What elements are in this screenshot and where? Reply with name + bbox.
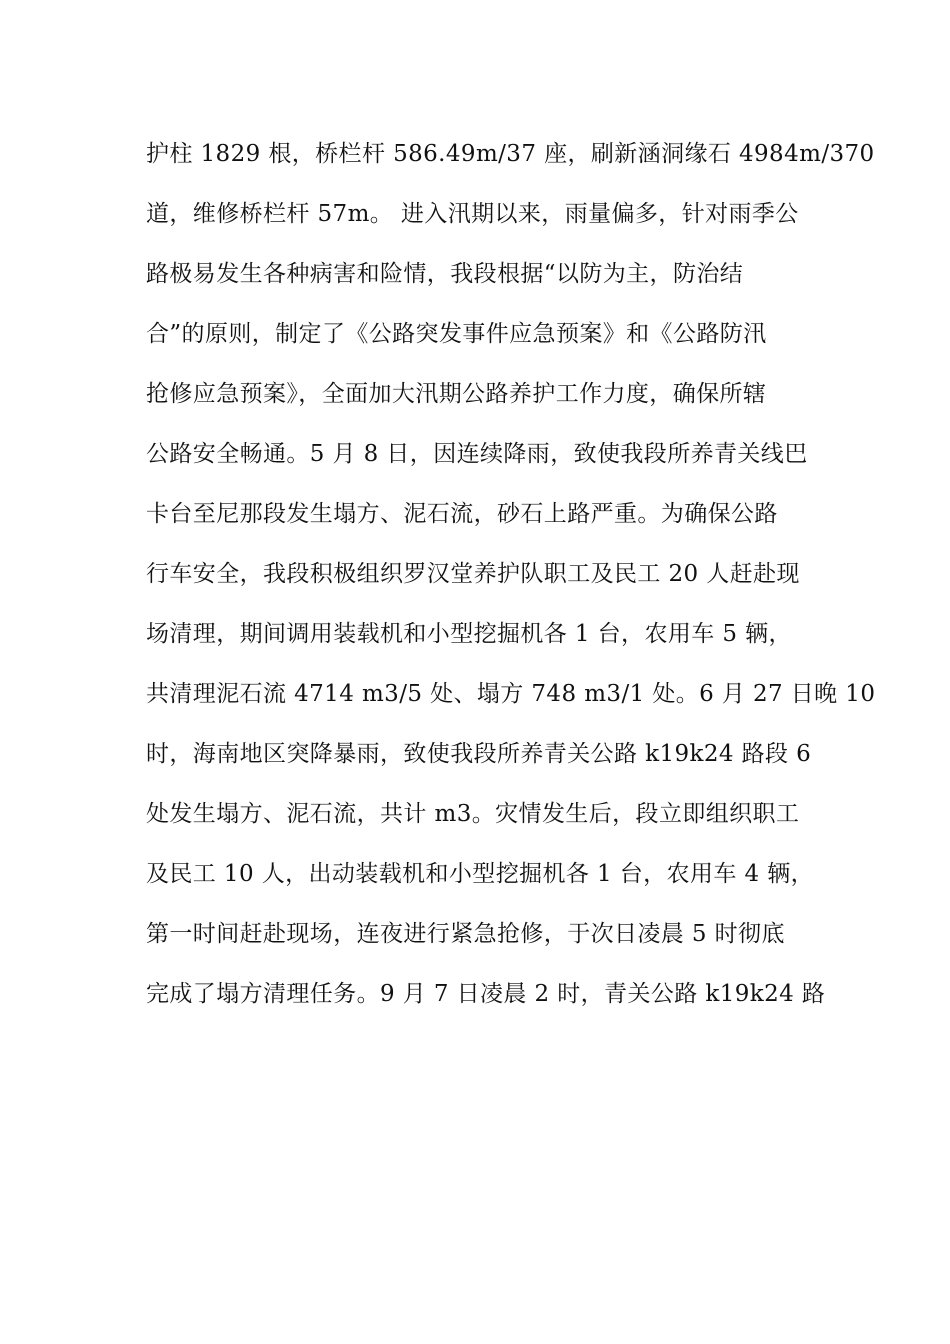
text-line-8: 行车安全，我段积极组织罗汉堂养护队职工及民工 20 人赶赴现 bbox=[146, 561, 800, 587]
text-line-4: 合”的原则，制定了《公路突发事件应急预案》和《公路防汛 bbox=[146, 321, 767, 347]
text-line-6: 公路安全畅通。5 月 8 日，因连续降雨，致使我段所养青关线巴 bbox=[146, 441, 808, 467]
text-line-13: 及民工 10 人，出动装载机和小型挖掘机各 1 台，农用车 4 辆， bbox=[146, 861, 814, 887]
text-line-1: 护柱 1829 根，桥栏杆 586.49m/37 座，刷新涵洞缘石 4984m/370 bbox=[146, 141, 875, 167]
text-line-15: 完成了塌方清理任务。9 月 7 日凌晨 2 时，青关公路 k19k24 路 bbox=[146, 981, 826, 1007]
body-text bbox=[146, 130, 876, 1030]
text-line-3: 路极易发生各种病害和险情，我段根据“以防为主，防治结 bbox=[146, 261, 744, 287]
text-line-5: 抢修应急预案》，全面加大汛期公路养护工作力度，确保所辖 bbox=[146, 381, 767, 407]
text-line-2: 道，维修桥栏杆 57m。 进入汛期以来，雨量偏多，针对雨季公 bbox=[146, 201, 799, 227]
text-line-7: 卡台至尼那段发生塌方、泥石流，砂石上路严重。为确保公路 bbox=[146, 501, 778, 527]
text-line-9: 场清理，期间调用装载机和小型挖掘机各 1 台，农用车 5 辆， bbox=[146, 621, 792, 647]
text-line-10: 共清理泥石流 4714 m3/5 处、塌方 748 m3/1 处。6 月 27 日晚 10 bbox=[146, 681, 876, 707]
text-line-12: 处发生塌方、泥石流，共计 m3。灾情发生后，段立即组织职工 bbox=[146, 801, 800, 827]
text-line-11: 时，海南地区突降暴雨，致使我段所养青关公路 k19k24 路段 6 bbox=[146, 741, 812, 767]
text-line-14: 第一时间赶赴现场，连夜进行紧急抢修，于次日凌晨 5 时彻底 bbox=[146, 921, 785, 947]
